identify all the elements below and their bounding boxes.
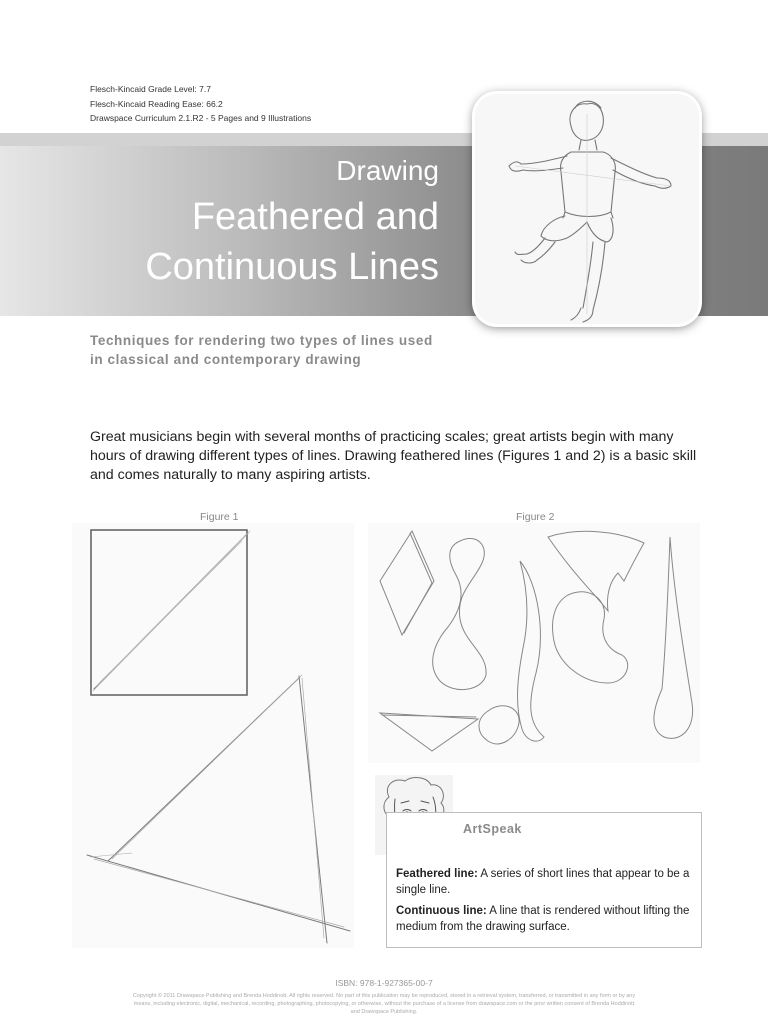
- figure-1-label: Figure 1: [200, 511, 239, 523]
- figure-1-image: [72, 523, 354, 948]
- reading-metadata: [90, 82, 311, 126]
- boy-sketch-image: [475, 94, 699, 324]
- curriculum-info: Drawspace Curriculum 2.1.R2 - 5 Pages and 9 Illustrations: [90, 113, 312, 123]
- definition-feathered-text: A series of short lines that appear to be a single line.: [396, 868, 690, 896]
- figure-2-image: [368, 523, 700, 763]
- title-line-1: Drawing: [336, 155, 439, 186]
- definition-continuous-line: [396, 903, 696, 935]
- subtitle: [90, 331, 433, 369]
- intro-paragraph: Great musicians begin with several months of practicing scales; great artists begin with many hours of drawing different types of lines. Drawing feathered lines (Figures 1 and 2) is a basic skill and comes naturally to many aspiring artists.: [90, 429, 697, 483]
- subtitle-line-1: Techniques for rendering two types of lines used: [90, 333, 433, 348]
- term-continuous-line: Continuous line:: [396, 905, 487, 917]
- figure-2-label: Figure 2: [516, 511, 555, 523]
- isbn: ISBN: 978-1-927365-00-7: [335, 978, 433, 988]
- figure-2-drawing: [368, 523, 700, 763]
- boy-sketch-drawing: [475, 94, 699, 324]
- subtitle-line-2: in classical and contemporary drawing: [90, 352, 362, 367]
- title-line-3: Continuous Lines: [145, 246, 439, 288]
- definition-feathered-line: [396, 866, 696, 898]
- definition-continuous-text: A line that is rendered without lifting the medium from the drawing surface.: [396, 905, 690, 933]
- grade-level: Flesch-Kincaid Grade Level: 7.7: [90, 84, 211, 94]
- reading-ease: Flesch-Kincaid Reading Ease: 66.2: [90, 98, 223, 109]
- title-line-2: Feathered and: [191, 196, 439, 238]
- term-feathered-line: Feathered line:: [396, 868, 478, 880]
- figure-1-drawing: [72, 523, 354, 948]
- artspeak-title: ArtSpeak: [463, 822, 522, 836]
- copyright-notice: Copyright © 2011 Drawspace Publishing and Brenda Hoddinott. All rights reserved. No part of this publication may be reproduced, stored in a retrieval system, transferred, or transmitted in any form or by any means, including electronic, digital, mechanical, recording, photographing, photocopying, or otherwise, without the purchase of a license from drawspace.com or the prior written consent of Brenda Hoddinott and Drawspace Publishing.: [132, 993, 636, 1015]
